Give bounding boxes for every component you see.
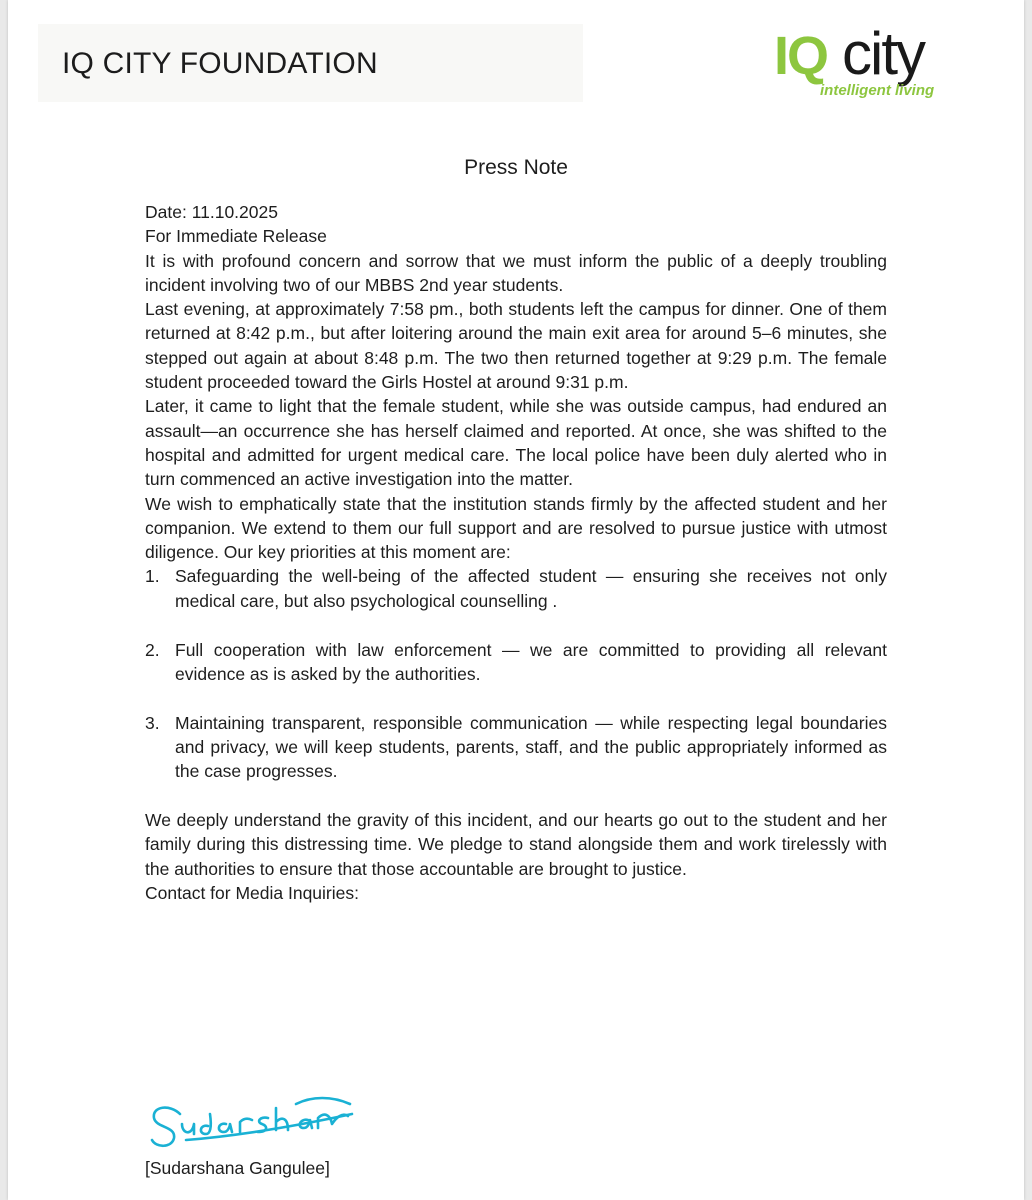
list-item-number: 1.	[145, 566, 160, 587]
priorities-list	[145, 564, 887, 783]
list-item-text: Safeguarding the well-being of the affected student — ensuring she receives not only medical care, but also psychological counselling .	[175, 566, 887, 611]
list-item-number: 2.	[145, 639, 160, 660]
intro-paragraph: It is with profound concern and sorrow that we must inform the public of a deeply troubling incident involving two of our MBBS 2nd year students.	[145, 250, 887, 295]
list-item-text: Full cooperation with law enforcement — we are committed to providing all relevant evidence as is asked by the authorities.	[175, 639, 887, 684]
release-label: For Immediate Release	[145, 226, 327, 247]
timeline-paragraph: Last evening, at approximately 7:58 pm., both students left the campus for dinner. One of them returned at 8:42 p.m., but after loitering around the main exit area for around 5–6 minutes, she stepped out again at about 8:48 p.m. The two then returned together at 9:29 p.m. The female student proceeded toward the Girls Hostel at around 9:31 p.m.	[145, 299, 887, 393]
support-paragraph: We wish to emphatically state that the institution stands firmly by the affected student and her companion. We extend to them our full support and are resolved to pursue justice with utmost diligence. Our key priorities at this moment are:	[145, 493, 887, 563]
iq-city-logo	[768, 22, 968, 106]
signatory-name: [Sudarshana Gangulee]	[145, 1158, 330, 1178]
list-item	[145, 564, 887, 613]
handwritten-signature	[146, 1090, 361, 1154]
list-item	[145, 711, 887, 784]
logo-iq-text: IQ	[774, 26, 828, 86]
organization-name: IQ CITY FOUNDATION	[62, 47, 378, 80]
contact-label: Contact for Media Inquiries:	[145, 882, 359, 903]
closing-paragraph: We deeply understand the gravity of this incident, and our hearts go out to the student and her family during this distressing time. We pledge to stand alongside them and work tirelessly with the authorities to ensure that those accountable are brought to justice.	[145, 810, 887, 879]
list-item-number: 3.	[145, 712, 160, 733]
document-date: Date: 11.10.2025	[145, 202, 278, 222]
assault-paragraph: Later, it came to light that the female student, while she was outside campus, had endured an assault—an occurrence she has herself claimed and reported. At once, she was shifted to the hospital and admitted for urgent medical care. The local police have been duly alerted who in turn commenced an active investigation into the matter.	[145, 396, 887, 490]
list-item	[145, 638, 887, 687]
list-item-text: Maintaining transparent, responsible communication — while respecting legal boundaries and privacy, we will keep students, parents, staff, and the public appropriately informed as the case progresses.	[175, 712, 887, 782]
logo-tagline-text: intelligent living	[820, 82, 935, 99]
document-body	[145, 200, 887, 905]
logo-city-text: city	[842, 22, 924, 87]
document-title: Press Note	[464, 156, 568, 179]
